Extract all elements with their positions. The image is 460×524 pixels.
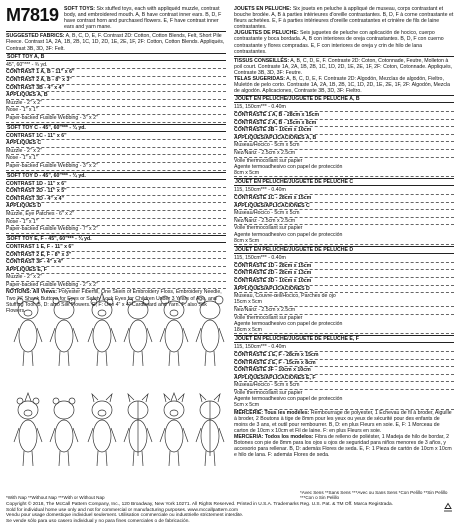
yardage-row: CONTRAST 1C - 11" x 6" bbox=[6, 133, 226, 141]
english-column bbox=[6, 6, 226, 314]
yardage-row: Muzzle - 2" x 2" bbox=[6, 100, 226, 108]
telas: TELAS SUGERIDAS: A, B, C, D, E, F. Contraste 2D: Algodón, Mezclas de algodón, Fieltro, Muletón de pelo corto. Contraste 1A, 2A, 1B, 2B, 1C, 1D, 2D, 1E, 2E, 1F, 2F: Algodón, Mezcla de algodón. Aplicaciones, Contraste 3B, 3D, 3F: Fieltro. bbox=[234, 76, 450, 95]
footer-line: Sold for individual home use only and not for commercial or manufacturing purposes. www.mccallpattern.com bbox=[6, 507, 238, 513]
yardage-row: CONTRAST 3B - 4" x 4" bbox=[6, 85, 226, 93]
toy-back-a bbox=[50, 298, 78, 366]
metric-row: CONTRASTE 3D - 10cm x 10cm bbox=[234, 278, 454, 286]
yardage-row: APPLIQUÉS E, F bbox=[6, 267, 226, 275]
section-toy-ab: SOFT TOY A, B bbox=[6, 53, 226, 61]
metric-row: Agente termoadhesivo con papel de protección bbox=[234, 163, 343, 170]
nap-legend-en: *With Nap **Without Nap ***With or Without Nap bbox=[6, 495, 105, 500]
toy-front-d bbox=[14, 393, 42, 466]
yardage-row: CONTRAST 3D - 4" x 4" bbox=[6, 196, 226, 204]
yardage-row: Paper-backed Fusible Webbing - 3" x 2" bbox=[6, 115, 226, 123]
section-toy-ef: SOFT TOY E, F - 45", 60"*** - ¾ yd. bbox=[6, 235, 226, 243]
toy-back-d bbox=[50, 398, 78, 466]
metric-row: APPLIQUÉS/APLICACIONES C bbox=[234, 203, 454, 211]
metric-row: CONTRASTE 2 A, B - 15cm x 8cm bbox=[234, 120, 454, 128]
metric-row: 8cm x 5cm bbox=[234, 170, 454, 178]
yardage-row: CONTRAST 2 E, F - 8" x 3" bbox=[6, 252, 226, 260]
metric-row: 5cm x 5cm bbox=[234, 402, 454, 410]
toy-line-drawings bbox=[6, 292, 228, 495]
pattern-number: M7819 bbox=[6, 5, 59, 25]
metric-row: Nez/Nariz - 2.5cm x 2.5cm bbox=[234, 218, 454, 226]
merceria: MERCERIA: Todos los modelos: Fibra de relleno de poliéster, 1 Madeja de hilo de bordar, 2 Botones con pie de 8mm para los ojos u ojos de seguridad para niños menores de 3 años, y accesorio para rellenar. B, D: además Flores de seda. E, F: 1 Pieza de cartón de 10cm x 10cm e hilo de lana. F: además Flores de seda. bbox=[234, 434, 452, 459]
metric-row: Agente termoadhesivo con papel de protección bbox=[234, 396, 343, 403]
metric-row: Museau/Hocico - 5cm x 5cm bbox=[234, 382, 454, 390]
toy-back-b bbox=[124, 299, 152, 366]
metric-row: CONTRASTE 1D - 28cm x 15cm bbox=[234, 263, 454, 271]
description: SOFT TOYS: Six stuffed toys, each with appliquéd muzzle, contrast body, and embroidered mouth. A, B have contrast inner ears. B, D, F have contrast horn and purchased flowers. E, F have contrast inner ears and yarn mane. bbox=[64, 6, 222, 31]
header bbox=[6, 6, 226, 30]
metric-row: Nez/Nariz - 2.5cm x 2.5cm bbox=[234, 150, 454, 158]
metric-row: Voile thermocollant sur papier bbox=[234, 314, 303, 321]
notions: NOTIONS: All Views: Polyester Fiberfill, One Skein of Embroidery Floss, Embroidery Needle, Two ⅜" Shank Buttons for Eyes or Safety Lock Eyes for Children Under 3 Years of Age, and Stuffing Tool. B, D: also Silk Flowers. E, F: One 4" x 4" Cardboard and Yarn. F: also Silk Flowers. bbox=[6, 289, 222, 314]
toy-front-c bbox=[160, 296, 188, 366]
toy-back-f bbox=[196, 394, 224, 466]
metric-row: CONTRASTE 3F - 10cm x 10cm bbox=[234, 367, 454, 375]
metric-row: Museau/Hocico - 5cm x 5cm bbox=[234, 142, 454, 150]
yardage-row: APPLIQUÉS C bbox=[6, 140, 226, 148]
toy-back-e bbox=[124, 394, 152, 466]
metric-row: Agente termoadhesivo con papel de protección bbox=[234, 320, 343, 327]
metric-row: 15cm x 5cm bbox=[234, 299, 454, 307]
metric-row: APPLIQUÉS/APLICACIONES D bbox=[234, 286, 454, 294]
yardage-row: CONTRAST 2D - 11" x 5" bbox=[6, 188, 226, 196]
yardage-row: Paper-backed Fusible Webbing - 7" x 2" bbox=[6, 226, 226, 234]
metric-row: 8cm x 5cm bbox=[234, 238, 454, 246]
metric-row: 115, 150cm*** - 0.40m bbox=[234, 187, 454, 195]
yardage-row: CONTRAST 2 A, B - 8" x 3" bbox=[6, 77, 226, 85]
metric-row: 115, 150cm*** - 0.40m bbox=[234, 104, 454, 112]
yardage-row: CONTRAST 1D - 11" x 6" bbox=[6, 181, 226, 189]
metric-row: CONTRASTE 2 E, F - 15cm x 8cm bbox=[234, 360, 454, 368]
nap-legend-fr-es: *Avec Sens **Sans Sens ***Avec ou Sans Sens *Con Pelillo **Sin Pelillo ***Con o Sin Pelillo bbox=[300, 490, 448, 500]
copyright-footer bbox=[6, 502, 454, 524]
divider bbox=[6, 31, 226, 32]
yardage-row: APPLIQUÉS A, B bbox=[6, 92, 226, 100]
tissus: TISSUS CONSEILLÉS: A, B, C, D, E, F. Contraste 2D: Coton, Cotonnade, Feutre, Molleton à poil court. Contraste 1A, 2A, 1B, 2B, 1C, 1D, 2D, 1E, 2E, 1F, 2F: Coton, Cotonnade. Appliqués, Contraste 3B, 3D, 3F: Feutre. bbox=[234, 57, 452, 76]
yardage-row: Nose - 1" x 1" bbox=[6, 219, 226, 227]
yardage-row: CONTRAST 1 E, F - 11" x 6" bbox=[6, 244, 226, 252]
footer-line: Se vende sólo para uso casero individual y no para fines comerciales o de fabricación. bbox=[6, 518, 190, 524]
yardage-row: Muzzle - 2" x 2" bbox=[6, 274, 226, 282]
section-c-fr-es: JOUET EN PELUCHE/JUGUETE DE PELUCHE C bbox=[234, 178, 454, 186]
yardage-row: Muzzle - 2" x 2" bbox=[6, 148, 226, 156]
metric-row: Agente termoadhesivo con papel de protección bbox=[234, 231, 343, 238]
footer-line: Vendu pour usage domestique individuel seulement. Utilisation commerciale ou industrielle strictement interdite. bbox=[6, 513, 244, 519]
toy-back-c bbox=[196, 296, 224, 366]
metric-row: Nez/Nariz - 2.5cm x 2.5cm bbox=[234, 307, 454, 315]
metric-row: CONTRASTE 1C - 28cm x 15cm bbox=[234, 195, 454, 203]
metric-row: Voile thermocollant sur papier bbox=[234, 157, 303, 164]
french-spanish-column bbox=[234, 6, 454, 459]
metric-row: CONTRASTE 1 E, F - 28cm x 15cm bbox=[234, 352, 454, 360]
toy-front-b bbox=[88, 293, 116, 366]
yardage-row: APPLIQUÉS D bbox=[6, 203, 226, 211]
section-d-fr-es: JOUET EN PELUCHE/JUGUETE DE PELUCHE D bbox=[234, 246, 454, 254]
section-toy-d: SOFT TOY D - 45", 60"*** - ¾ yd. bbox=[6, 172, 226, 180]
metric-row: CONTRASTE 2D - 28cm x 13cm bbox=[234, 270, 454, 278]
suggested-fabrics: SUGGESTED FABRICS: A, B, C, D, E, F. Contrast 2D: Cotton, Cotton Blends, Felt, Short Pile Fleece. Contrast 1A, 2A, 1B, 2B, 1C, 1D, 2D, 1E, 2E, 1F, 2F: Cotton, Cotton Blends. Appliqués, Contrast 3B, 3D, 3F: Felt. bbox=[6, 33, 225, 52]
metric-row: CONTRASTE 3B - 10cm x 10cm bbox=[234, 127, 454, 135]
footer-line: Copyright © 2018, The McCall Pattern Company, Inc., 120 Broadway, New York 10271. All Rights Reserved. Printed in U.S.A. Trademarks Reg. U.S. Pat. & TM Off. Marca Registrada. bbox=[6, 502, 394, 507]
section-ef-fr-es: JOUET EN PELUCHE/JUGUETE DE PELUCHE E, F bbox=[234, 335, 454, 343]
section-ab-fr-es: JOUET EN PELUCHE/JUGUETE DE PELUCHE A, B bbox=[234, 95, 454, 103]
toy-front-a bbox=[14, 298, 42, 366]
section-toy-c: SOFT TOY C - 45", 60"*** - ¾ yd. bbox=[6, 124, 226, 132]
metric-row: 115, 150cm*** - 0.40m bbox=[234, 255, 454, 263]
yardage-row: Nose - 1" x 1" bbox=[6, 107, 226, 115]
metric-row: Voile thermocollant sur papier bbox=[234, 225, 303, 232]
yardage-row: Paper-backed Fusible Webbing - 2" x 2" bbox=[6, 282, 226, 290]
yardage-row: CONTRAST 3F - 4" x 4" bbox=[6, 259, 226, 267]
metric-row: 115, 150cm*** - 0.40m bbox=[234, 344, 454, 352]
metric-row: APPLIQUÉS/APLICACIONES E, F bbox=[234, 375, 454, 383]
metric-row: CONTRASTE 1 A, B - 28cm x 15cm bbox=[234, 112, 454, 120]
toy-front-e bbox=[88, 394, 116, 466]
toy-front-f bbox=[160, 393, 188, 466]
yardage-row: 45", 60"*** - ¾ yd. bbox=[6, 62, 226, 70]
metric-row: Museau/Hocico - 5cm x 5cm bbox=[234, 210, 454, 218]
description-es: JUGUETES DE PELUCHE: Seis juguetes de peluche con aplicación de hocico, cuerpo contrastante y boca bordada. A, B con interiores de oreja contrastantes. B, D, F con cuerno contrastante y flores compradas. E, F con interiores de oreja y crin de hilo de lana contrastantes. bbox=[234, 30, 444, 55]
yardage-row: Paper-backed Fusible Webbing - 3" x 2" bbox=[6, 163, 226, 171]
recycle-icon bbox=[442, 502, 454, 514]
metric-row: 18cm x 5cm bbox=[234, 327, 454, 335]
mercerie: MERCERIE: Tous les modèles: Rembourrage de polyester, 1 Échevau de fil à broder, Aiguille à broder, 2 Boutons à tige de 8mm pour les yeux ou yeux de sécurité pour des enfants de moins de 3 ans, et outil pour rembourrer. B, D: en plus Fleurs en soie. E, F: 1 Morceau de carton de 10cm x 10cm et Fil de laine. F: en plus Fleurs en soie. bbox=[234, 409, 452, 435]
divider bbox=[234, 56, 454, 57]
metric-row: APPLIQUÉS/APLICACIONES A, B bbox=[234, 135, 454, 143]
metric-row: Museau, Couvre-œil/Hocico, Parches de ojo bbox=[234, 293, 336, 300]
yardage-row: Nose - 1" x 1" bbox=[6, 155, 226, 163]
yardage-row: Muzzle, Eye Patches - 6" x 2" bbox=[6, 211, 226, 219]
yardage-row: CONTRAST 1 A, B - 11" x 6" bbox=[6, 69, 226, 77]
metric-row: Voile thermocollant sur papier bbox=[234, 389, 303, 396]
description-fr: JOUETS EN PELUCHE: Six jouets en peluche à appliqué de museau, corps contrastant et bouche brodée. A, B à parties intérieures d'oreille contrastantes. B, D, F à corne contrastante et fleurs achetées. E, F à parties intérieures d'oreille contrastantes et crinière de fils de laine contrastantes. bbox=[234, 6, 454, 31]
